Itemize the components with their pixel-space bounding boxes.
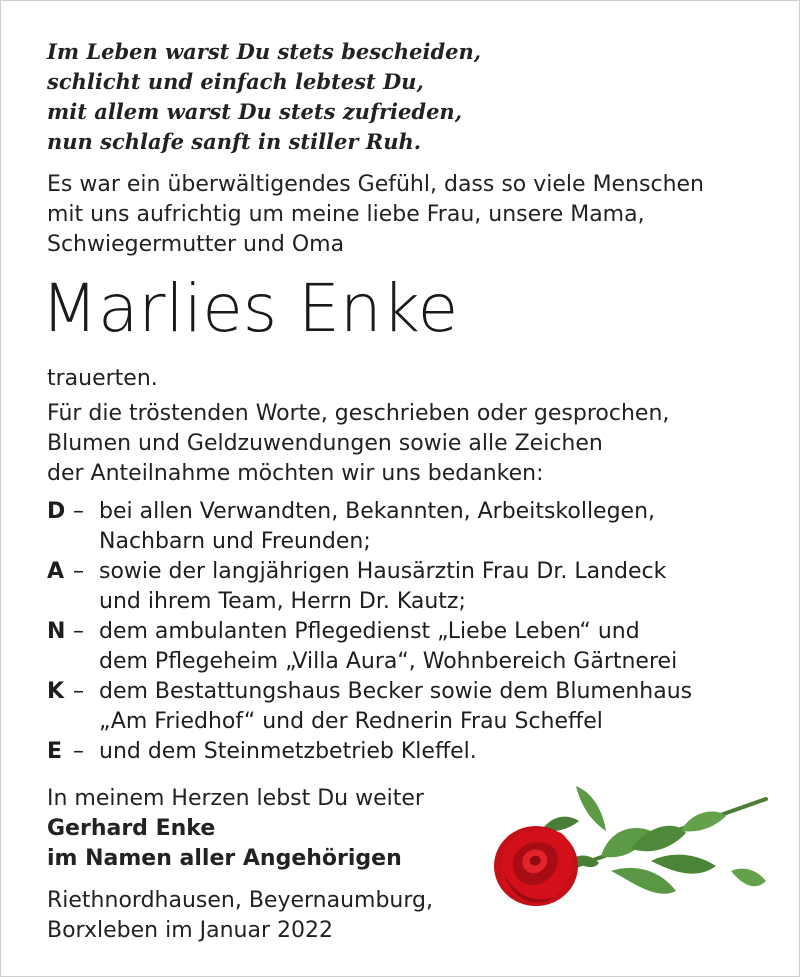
acrostic-entry <box>99 617 677 677</box>
acrostic-dash: – <box>73 619 84 644</box>
acrostic-dash: – <box>73 739 84 764</box>
thanks-text <box>47 399 669 489</box>
place-line: Riethnordhausen, Beyernaumburg, <box>47 888 433 913</box>
acrostic-dash: – <box>73 499 84 524</box>
acrostic-row <box>47 497 692 557</box>
acrostic-letter: D <box>47 499 66 524</box>
acrostic-letter: E <box>47 739 63 764</box>
entry-line: und dem Steinmetzbetrieb Kleffel. <box>99 739 477 764</box>
poem-line: schlicht und einfach lebtest Du, <box>47 69 424 94</box>
entry-line: und ihrem Team, Herrn Dr. Kautz; <box>99 589 466 614</box>
closing-line: In meinem Herzen lebst Du weiter <box>47 786 424 811</box>
signer-family: im Namen aller Angehörigen <box>47 846 402 871</box>
place-line: Borxleben im Januar 2022 <box>47 918 334 943</box>
red-rose-image <box>481 771 781 931</box>
intro-line: Schwiegermutter und Oma <box>47 232 345 257</box>
signer-name: Gerhard Enke <box>47 816 216 841</box>
thanks-line: Für die tröstenden Worte, geschrieben oder gesprochen, <box>47 401 670 426</box>
acrostic-letter: N <box>47 619 66 644</box>
acrostic-entry <box>99 497 655 557</box>
deceased-name: Marlies Enke <box>41 270 459 347</box>
poem <box>47 37 481 157</box>
acrostic-entry <box>99 557 666 617</box>
entry-line: bei allen Verwandten, Bekannten, Arbeitskollegen, <box>99 499 656 524</box>
poem-line: Im Leben warst Du stets bescheiden, <box>47 39 482 64</box>
acrostic-entry <box>99 677 692 737</box>
acrostic-list <box>47 497 692 767</box>
acrostic-row <box>47 677 692 737</box>
closing-block <box>47 784 424 874</box>
acrostic-letter: K <box>47 679 65 704</box>
entry-line: dem Bestattungshaus Becker sowie dem Blumenhaus <box>99 679 693 704</box>
entry-line: sowie der langjährigen Hausärztin Frau Dr. Landeck <box>99 559 667 584</box>
place-date <box>47 886 433 946</box>
thanks-line: Blumen und Geldzuwendungen sowie alle Zeichen <box>47 431 603 456</box>
acrostic-letter: A <box>47 559 65 584</box>
entry-line: dem ambulanten Pflegedienst „Liebe Leben“ und <box>99 619 640 644</box>
acrostic-row <box>47 737 692 767</box>
intro-line: mit uns aufrichtig um meine liebe Frau, unsere Mama, <box>47 202 645 227</box>
poem-line: mit allem warst Du stets zufrieden, <box>47 99 463 124</box>
poem-line: nun schlafe sanft in stiller Ruh. <box>47 129 422 154</box>
thanks-line: der Anteilnahme möchten wir uns bedanken: <box>47 461 544 486</box>
acrostic-dash: – <box>73 679 84 704</box>
entry-line: dem Pflegeheim „Villa Aura“, Wohnbereich Gärtnerei <box>99 649 678 674</box>
entry-line: „Am Friedhof“ und der Rednerin Frau Scheffel <box>99 709 603 734</box>
intro-line: Es war ein überwältigendes Gefühl, dass so viele Menschen <box>47 172 705 197</box>
mourned-text: trauerten. <box>47 366 158 391</box>
acrostic-row <box>47 617 692 677</box>
intro-text <box>47 170 704 260</box>
entry-line: Nachbarn und Freunden; <box>99 529 371 554</box>
acrostic-dash: – <box>73 559 84 584</box>
acrostic-entry <box>99 737 477 767</box>
acrostic-row <box>47 557 692 617</box>
